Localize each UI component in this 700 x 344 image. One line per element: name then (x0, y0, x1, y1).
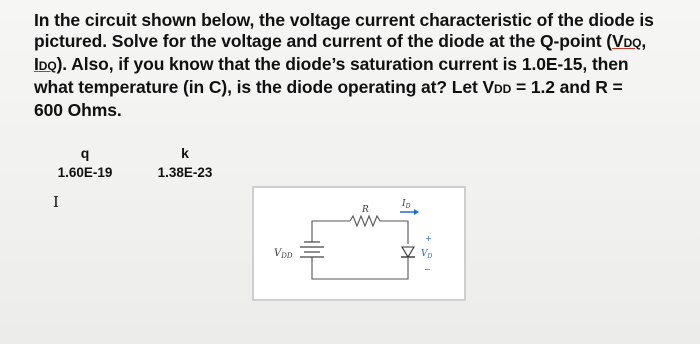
resistor-label: R (362, 205, 369, 215)
circuit-wires (312, 221, 408, 279)
battery-icon (300, 242, 324, 262)
vd-label: $V_D$ (421, 249, 433, 260)
q-symbol: q (80, 145, 90, 161)
problem-line-2-text: pictured. Solve for the voltage and current of the diode at the Q-point ( (34, 31, 613, 51)
k-symbol: k (181, 145, 189, 161)
problem-statement (34, 10, 694, 121)
vdq-term (612, 31, 641, 51)
current-label: $I_D$ (402, 199, 411, 210)
vdd-subscript: DD (494, 82, 512, 96)
wire-bottom (312, 261, 408, 279)
k-value: 1.38E-23 (157, 165, 213, 180)
problem-line-2 (34, 31, 694, 54)
vd-plus-sign: + (425, 234, 432, 243)
problem-line-5: 600 Ohms. (34, 100, 122, 120)
text-cursor-icon: I (53, 193, 59, 211)
constant-q (54, 145, 116, 180)
constant-k (154, 145, 216, 180)
problem-line-3-text: ). Also, if you know that the diode’s saturation current is 1.0E-15, then (56, 54, 629, 74)
idq-symbol: I (34, 54, 39, 74)
problem-line-1: In the circuit shown below, the voltage current characteristic of the diode is (34, 10, 654, 30)
resistor-icon (350, 216, 382, 226)
comma: , (641, 31, 647, 51)
idq-subscript: DQ (38, 59, 57, 73)
vd-minus-sign: − (424, 265, 431, 274)
wire-left-top (312, 221, 350, 242)
vdq-symbol: V (612, 31, 624, 51)
problem-line-4 (34, 77, 694, 100)
circuit-diagram (252, 186, 466, 301)
vdd-label: $V_{DD}$ (274, 248, 293, 260)
problem-line-4-tail: = 1.2 and R = (511, 77, 623, 97)
vdq-subscript: DQ (623, 36, 642, 50)
wire-right-top (382, 221, 408, 244)
problem-line-3 (34, 54, 694, 77)
circuit-schematic (254, 188, 464, 299)
diode-icon (401, 247, 415, 261)
problem-line-4-text: what temperature (in C), is the diode operating at? Let V (34, 77, 495, 97)
q-value: 1.60E-19 (57, 165, 113, 180)
idq-term (34, 54, 57, 74)
